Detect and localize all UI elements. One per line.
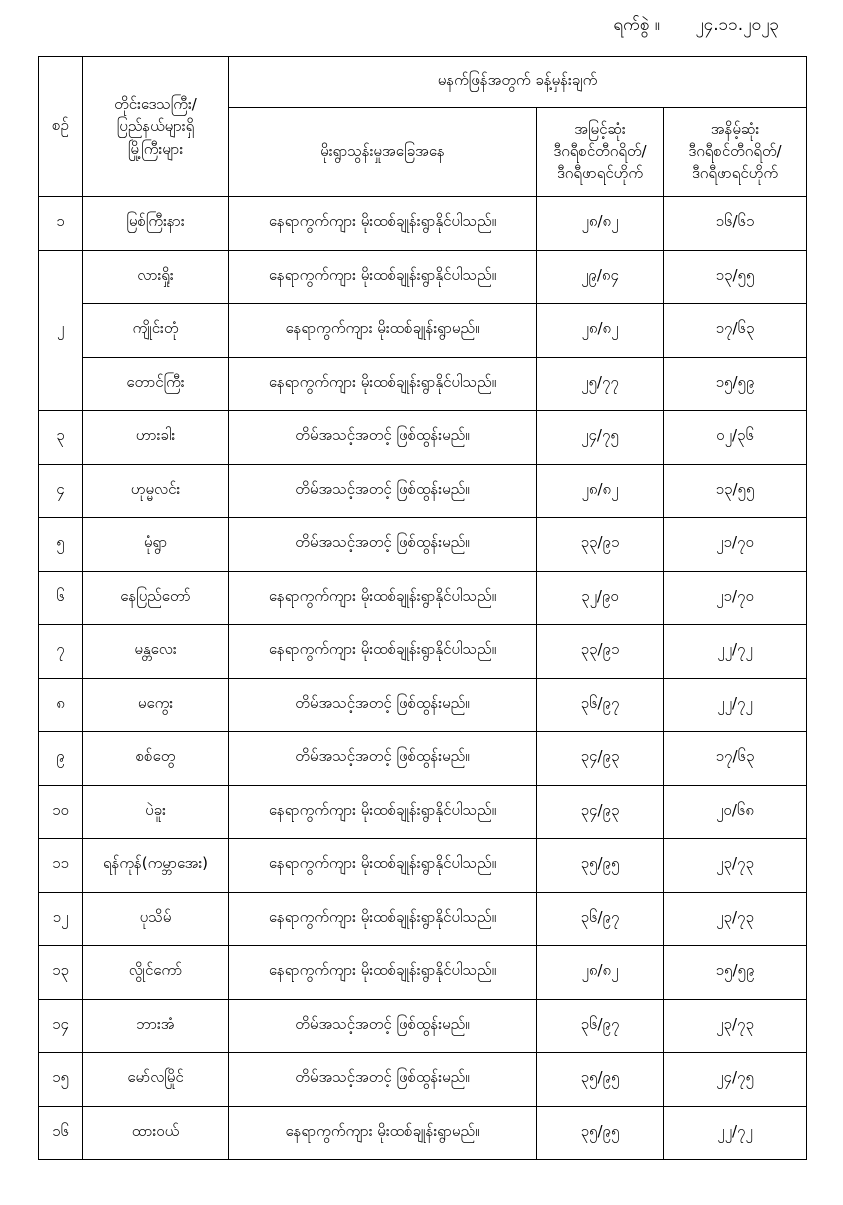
date-label: ရက်စွဲ ။ bbox=[613, 15, 660, 35]
table-row bbox=[39, 357, 807, 411]
rain-condition: နေရာကွက်ကျား မိုးထစ်ချုန်းရွာနိုင်ပါသည်။ bbox=[229, 250, 537, 304]
city-name: ဘားအံ bbox=[83, 999, 229, 1053]
row-number: ၂ bbox=[39, 250, 83, 411]
min-temp: ၂၃/၇၃ bbox=[664, 839, 807, 893]
rain-condition: နေရာကွက်ကျား မိုးထစ်ချုန်းရွာမည်။ bbox=[229, 304, 537, 358]
row-number: ၁၆ bbox=[39, 1106, 83, 1160]
max-temp: ၃၆/၉၇ bbox=[537, 678, 664, 732]
rain-condition: နေရာကွက်ကျား မိုးထစ်ချုန်းရွာနိုင်ပါသည်။ bbox=[229, 357, 537, 411]
max-temp: ၂၈/၈၂ bbox=[537, 197, 664, 251]
table-row bbox=[39, 678, 807, 732]
max-temp: ၃၆/၉၇ bbox=[537, 999, 664, 1053]
table-row bbox=[39, 411, 807, 465]
col-header-max-temp bbox=[537, 108, 664, 197]
max-temp: ၃၃/၉၁ bbox=[537, 518, 664, 572]
forecast-table bbox=[38, 56, 807, 1160]
city-name: မုံရွာ bbox=[83, 518, 229, 572]
max-temp: ၃၄/၉၃ bbox=[537, 785, 664, 839]
col-header-min-line: ဒီဂရီစင်တီဂရိတ်/ bbox=[688, 142, 782, 161]
col-header-region-line: မြို့ကြီးများ bbox=[127, 139, 184, 158]
city-name: ဟားခါး bbox=[83, 411, 229, 465]
min-temp: ၁၅/၅၉ bbox=[664, 946, 807, 1000]
rain-condition: တိမ်အသင့်အတင့် ဖြစ်ထွန်းမည်။ bbox=[229, 1053, 537, 1107]
min-temp: ၁၃/၅၅ bbox=[664, 250, 807, 304]
col-header-max-line: ဒီဂရီစင်တီဂရိတ်/ bbox=[553, 142, 647, 161]
max-temp: ၃၅/၉၅ bbox=[537, 1106, 664, 1160]
min-temp: ၂၂/၇၂ bbox=[664, 678, 807, 732]
table-row bbox=[39, 839, 807, 893]
min-temp: ၂၃/၇၃ bbox=[664, 892, 807, 946]
row-number: ၁ bbox=[39, 197, 83, 251]
col-header-region bbox=[83, 57, 229, 197]
rain-condition: တိမ်အသင့်အတင့် ဖြစ်ထွန်းမည်။ bbox=[229, 411, 537, 465]
min-temp: ၀၂/၃၆ bbox=[664, 411, 807, 465]
col-header-min-line: အနိမ့်ဆုံး bbox=[710, 120, 760, 139]
row-number: ၇ bbox=[39, 625, 83, 679]
table-row bbox=[39, 946, 807, 1000]
rain-condition: တိမ်အသင့်အတင့် ဖြစ်ထွန်းမည်။ bbox=[229, 464, 537, 518]
date-value: ၂၄.၁၁.၂၀၂၃ bbox=[695, 15, 779, 35]
table-row bbox=[39, 999, 807, 1053]
col-header-forecast-group: မနက်ဖြန်အတွက် ခန့်မှန်းချက် bbox=[229, 57, 807, 108]
row-number: ၅ bbox=[39, 518, 83, 572]
row-number: ၁၂ bbox=[39, 892, 83, 946]
table-row bbox=[39, 250, 807, 304]
city-name: စစ်တွေ bbox=[83, 732, 229, 786]
city-name: နေပြည်တော် bbox=[83, 571, 229, 625]
city-name: ရန်ကုန်(ကမ္ဘာအေး) bbox=[83, 839, 229, 893]
row-number: ၉ bbox=[39, 732, 83, 786]
col-header-region-line: ပြည်နယ်များရှိ bbox=[116, 117, 195, 136]
forecast-rows bbox=[39, 197, 807, 1160]
table-row bbox=[39, 732, 807, 786]
min-temp: ၂၁/၇၀ bbox=[664, 571, 807, 625]
col-header-region-line: တိုင်းဒေသကြီး/ bbox=[114, 94, 197, 113]
table-row bbox=[39, 892, 807, 946]
max-temp: ၂၈/၈၂ bbox=[537, 946, 664, 1000]
table-row bbox=[39, 1053, 807, 1107]
rain-condition: နေရာကွက်ကျား မိုးထစ်ချုန်းရွာနိုင်ပါသည်။ bbox=[229, 571, 537, 625]
row-number: ၆ bbox=[39, 571, 83, 625]
col-header-min-temp bbox=[664, 108, 807, 197]
city-name: ပဲခူး bbox=[83, 785, 229, 839]
min-temp: ၁၃/၅၅ bbox=[664, 464, 807, 518]
rain-condition: နေရာကွက်ကျား မိုးထစ်ချုန်းရွာနိုင်ပါသည်။ bbox=[229, 197, 537, 251]
min-temp: ၂၃/၇၃ bbox=[664, 999, 807, 1053]
col-header-max-line: ဒီဂရီဖာရင်ဟိုက် bbox=[556, 163, 644, 182]
min-temp: ၁၆/၆၁ bbox=[664, 197, 807, 251]
min-temp: ၂၀/၆၈ bbox=[664, 785, 807, 839]
row-number: ၁၀ bbox=[39, 785, 83, 839]
min-temp: ၂၄/၇၅ bbox=[664, 1053, 807, 1107]
city-name: ဟုမ္မလင်း bbox=[83, 464, 229, 518]
report-date bbox=[613, 14, 779, 39]
row-number: ၁၃ bbox=[39, 946, 83, 1000]
max-temp: ၃၄/၉၃ bbox=[537, 732, 664, 786]
city-name: ကျိုင်းတုံ bbox=[83, 304, 229, 358]
min-temp: ၁၅/၅၉ bbox=[664, 357, 807, 411]
city-name: လွိုင်ကော် bbox=[83, 946, 229, 1000]
min-temp: ၂၂/၇၂ bbox=[664, 625, 807, 679]
table-row bbox=[39, 571, 807, 625]
max-temp: ၂၈/၈၂ bbox=[537, 304, 664, 358]
max-temp: ၃၆/၉၇ bbox=[537, 892, 664, 946]
max-temp: ၂၉/၈၄ bbox=[537, 250, 664, 304]
table-row bbox=[39, 625, 807, 679]
city-name: မြစ်ကြီးနား bbox=[83, 197, 229, 251]
col-header-condition: မိုးရွာသွန်းမှုအခြေအနေ bbox=[229, 108, 537, 197]
min-temp: ၂၁/၇၀ bbox=[664, 518, 807, 572]
col-header-no: စဉ် bbox=[39, 57, 83, 197]
rain-condition: နေရာကွက်ကျား မိုးထစ်ချုန်းရွာမည်။ bbox=[229, 1106, 537, 1160]
table-row bbox=[39, 464, 807, 518]
city-name: ပုသိမ် bbox=[83, 892, 229, 946]
city-name: မန္တလေး bbox=[83, 625, 229, 679]
min-temp: ၁၇/၆၃ bbox=[664, 732, 807, 786]
max-temp: ၃၅/၉၅ bbox=[537, 839, 664, 893]
col-header-min-line: ဒီဂရီဖာရင်ဟိုက် bbox=[691, 163, 779, 182]
rain-condition: နေရာကွက်ကျား မိုးထစ်ချုန်းရွာနိုင်ပါသည်။ bbox=[229, 785, 537, 839]
max-temp: ၂၅/၇၇ bbox=[537, 357, 664, 411]
row-number: ၁၁ bbox=[39, 839, 83, 893]
city-name: မော်လမြိုင် bbox=[83, 1053, 229, 1107]
rain-condition: တိမ်အသင့်အတင့် ဖြစ်ထွန်းမည်။ bbox=[229, 678, 537, 732]
rain-condition: နေရာကွက်ကျား မိုးထစ်ချုန်းရွာနိုင်ပါသည်။ bbox=[229, 946, 537, 1000]
row-number: ၁၅ bbox=[39, 1053, 83, 1107]
city-name: တောင်ကြီး bbox=[83, 357, 229, 411]
table-row bbox=[39, 1106, 807, 1160]
rain-condition: တိမ်အသင့်အတင့် ဖြစ်ထွန်းမည်။ bbox=[229, 999, 537, 1053]
row-number: ၁၄ bbox=[39, 999, 83, 1053]
rain-condition: နေရာကွက်ကျား မိုးထစ်ချုန်းရွာနိုင်ပါသည်။ bbox=[229, 892, 537, 946]
city-name: ထားဝယ် bbox=[83, 1106, 229, 1160]
city-name: မကွေး bbox=[83, 678, 229, 732]
row-number: ၈ bbox=[39, 678, 83, 732]
table-row bbox=[39, 518, 807, 572]
table-row bbox=[39, 785, 807, 839]
rain-condition: တိမ်အသင့်အတင့် ဖြစ်ထွန်းမည်။ bbox=[229, 518, 537, 572]
col-header-max-line: အမြင့်ဆုံး bbox=[574, 120, 626, 139]
row-number: ၄ bbox=[39, 464, 83, 518]
min-temp: ၁၇/၆၃ bbox=[664, 304, 807, 358]
max-temp: ၃၂/၉၀ bbox=[537, 571, 664, 625]
rain-condition: နေရာကွက်ကျား မိုးထစ်ချုန်းရွာနိုင်ပါသည်။ bbox=[229, 839, 537, 893]
max-temp: ၃၃/၉၁ bbox=[537, 625, 664, 679]
row-number: ၃ bbox=[39, 411, 83, 465]
rain-condition: နေရာကွက်ကျား မိုးထစ်ချုန်းရွာနိုင်ပါသည်။ bbox=[229, 625, 537, 679]
min-temp: ၂၂/၇၂ bbox=[664, 1106, 807, 1160]
city-name: လားရှိုး bbox=[83, 250, 229, 304]
max-temp: ၂၈/၈၂ bbox=[537, 464, 664, 518]
max-temp: ၂၄/၇၅ bbox=[537, 411, 664, 465]
table-row bbox=[39, 304, 807, 358]
max-temp: ၃၅/၉၅ bbox=[537, 1053, 664, 1107]
rain-condition: တိမ်အသင့်အတင့် ဖြစ်ထွန်းမည်။ bbox=[229, 732, 537, 786]
table-row bbox=[39, 197, 807, 251]
